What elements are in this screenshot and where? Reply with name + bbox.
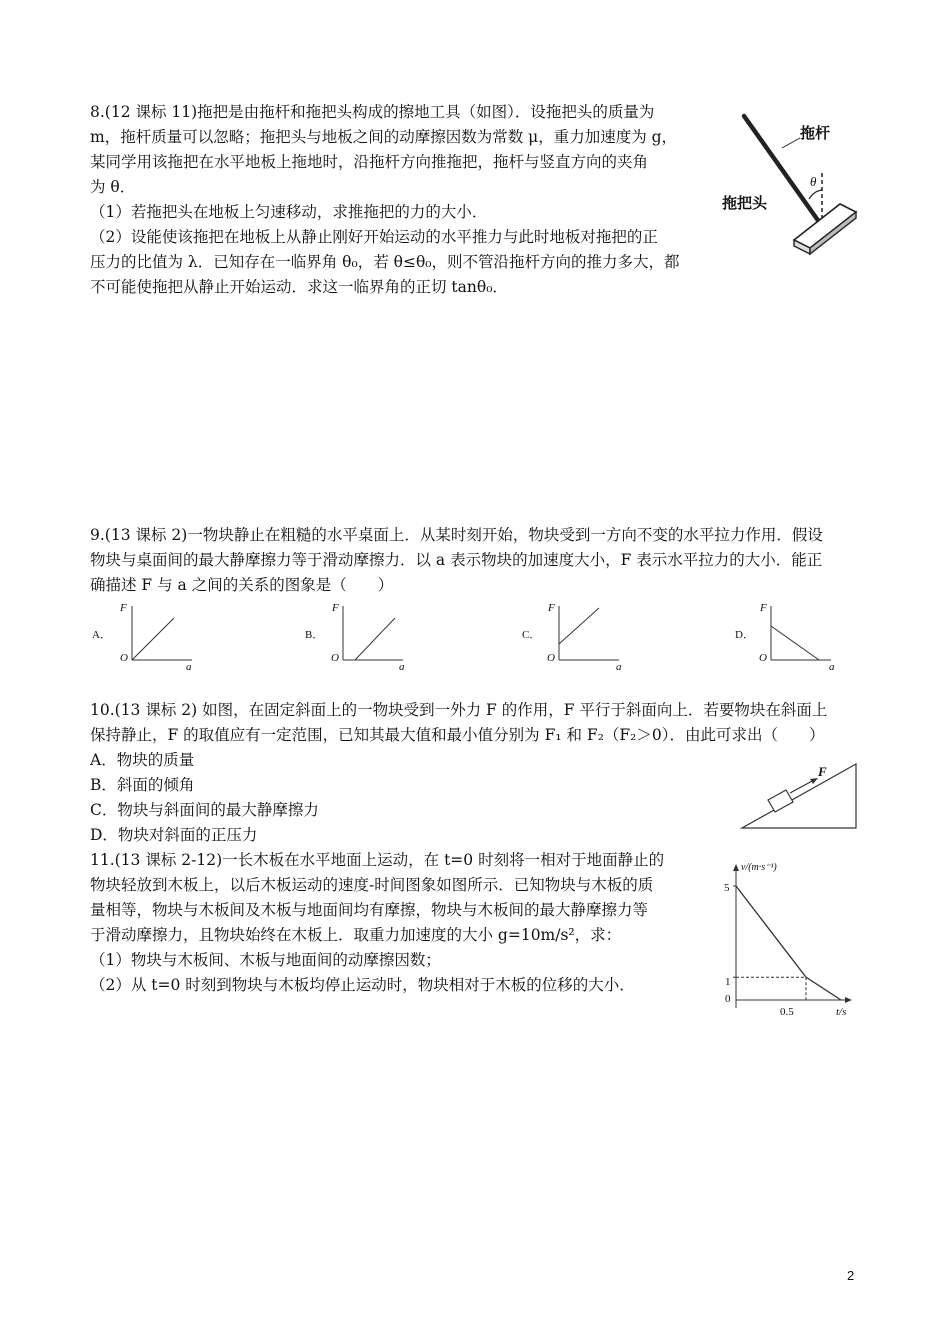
q11-line-2: 物块轻放到木板上，以后木板运动的速度-时间图象如图所示．已知物块与木板的质 xyxy=(90,876,654,894)
q9-option-a-y: F xyxy=(120,602,127,614)
q9-option-b-letter: B． xyxy=(305,629,324,641)
mop-rod-label: 拖杆 xyxy=(800,124,831,142)
q10-text xyxy=(90,698,827,848)
q11-line-1: 11.(13 课标 2-12)一长木板在水平地面上运动，在 t=0 时刻将一相对于地面静止的 xyxy=(90,851,665,869)
mop-angle-label: θ xyxy=(810,174,817,189)
q10-line-2: 保持静止，F 的取值应有一定范围，已知其最大值和最小值分别为 F₁ 和 F₂（F₂＞0）．由此可求出（ ） xyxy=(90,726,825,744)
vt-chart-svg xyxy=(720,858,860,1026)
q9-option-a-letter: A． xyxy=(92,629,111,641)
q10-choice-a[interactable]: A．物块的质量 xyxy=(90,751,195,769)
q10-choice-d[interactable]: D．物块对斜面的正压力 xyxy=(90,826,258,844)
q9-option-d-y: F xyxy=(760,602,767,614)
q9-option-d[interactable] xyxy=(735,600,845,675)
q8-line-2: m，拖杆质量可以忽略；拖把头与地板之间的动摩擦因数为常数 μ，重力加速度为 g， xyxy=(90,128,678,146)
mop-figure xyxy=(722,108,862,258)
q8-line-4: 为 θ． xyxy=(90,178,136,196)
vt-x-arrow xyxy=(845,997,852,1003)
q8-line-5: （1）若拖把头在地板上匀速移动，求推拖把的力的大小． xyxy=(90,203,488,221)
q10-choice-b[interactable]: B．斜面的倾角 xyxy=(90,776,195,794)
q9-option-b-y: F xyxy=(332,602,339,614)
q9-option-a[interactable] xyxy=(92,600,202,675)
vt-ytick-5: 5 xyxy=(724,882,730,894)
q9-option-d-x: a xyxy=(829,661,835,673)
q9-option-d-letter: D． xyxy=(735,629,754,641)
q9-line-2: 物块与桌面间的最大静摩擦力等于滑动摩擦力．以 a 表示物块的加速度大小，F 表示水平拉力的大小．能正 xyxy=(90,551,823,569)
vt-ytick-1: 1 xyxy=(725,976,731,988)
q11-line-6: （2）从 t=0 时刻到物块与木板均停止运动时，物块相对于木板的位移的大小． xyxy=(90,976,635,994)
q9-option-c-x: a xyxy=(616,661,622,673)
q11-line-3: 量相等，物块与木板间及木板与地面间均有摩擦，物块与木板间的最大静摩擦力等 xyxy=(90,901,649,919)
vt-y-arrow xyxy=(733,864,739,871)
q9-option-a-origin: O xyxy=(120,652,128,664)
q9-option-a-x: a xyxy=(186,661,192,673)
q9-option-c-y: F xyxy=(548,602,555,614)
q8-line-6: （2）设能使该拖把在地板上从静止刚好开始运动的水平推力与此时地板对拖把的正 xyxy=(90,228,658,246)
vt-xtick-0-5: 0.5 xyxy=(780,1006,794,1018)
q11-line-5: （1）物块与木板间、木板与地面间的动摩擦因数； xyxy=(90,951,441,969)
q9-line-1: 9.(13 课标 2)一物块静止在粗糙的水平桌面上．从某时刻开始，物块受到一方向不变的水平拉力作用．假设 xyxy=(90,526,823,544)
vt-series-line xyxy=(736,886,841,1000)
incline-figure xyxy=(740,760,860,832)
q10-line-1: 10.(13 课标 2) 如图，在固定斜面上的一物块受到一外力 F 的作用，F 平行于斜面向上．若要物块在斜面上 xyxy=(90,701,828,719)
q9-option-b[interactable] xyxy=(305,600,415,675)
q8-line-1: 8.(12 课标 11)拖把是由拖杆和拖把头构成的擦地工具（如图）．设拖把头的质量为 xyxy=(90,103,655,121)
q8-line-7: 压力的比值为 λ．已知存在一临界角 θ₀，若 θ≤θ₀，则不管沿拖杆方向的推力多大，都 xyxy=(90,253,680,271)
q8-line-3: 某同学用该拖把在水平地板上拖地时，沿拖杆方向推拖把，拖杆与竖直方向的夹角 xyxy=(90,153,649,171)
incline-force-label: F xyxy=(818,764,827,779)
q8-text xyxy=(90,100,680,300)
vt-chart xyxy=(720,858,860,1026)
q9-option-c[interactable] xyxy=(522,600,632,675)
mop-head-label: 拖把头 xyxy=(722,194,768,212)
q8-line-8: 不可能使拖把从静止开始运动．求这一临界角的正切 tanθ₀． xyxy=(90,278,508,296)
vt-ylabel: v/(m·s⁻¹) xyxy=(741,862,777,873)
q9-option-d-origin: O xyxy=(759,652,767,664)
q9-line-3: 确描述 F 与 a 之间的关系的图象是（ ） xyxy=(90,576,394,594)
q10-choice-c[interactable]: C．物块与斜面间的最大静摩擦力 xyxy=(90,801,319,819)
incline-diagram xyxy=(740,760,860,832)
q9-option-c-letter: C． xyxy=(522,629,541,641)
q11-text xyxy=(90,848,664,998)
mop-diagram xyxy=(722,108,862,258)
vt-xlabel: t/s xyxy=(836,1006,847,1018)
vt-ytick-0: 0 xyxy=(725,993,731,1005)
q9-option-c-origin: O xyxy=(547,652,555,664)
q9-text xyxy=(90,523,823,598)
page-number: 2 xyxy=(847,1268,855,1283)
q9-option-b-origin: O xyxy=(331,652,339,664)
q9-option-b-x: a xyxy=(399,661,405,673)
q11-line-4: 于滑动摩擦力，且物块始终在木板上．取重力加速度的大小 g=10m/s²，求： xyxy=(90,926,622,944)
